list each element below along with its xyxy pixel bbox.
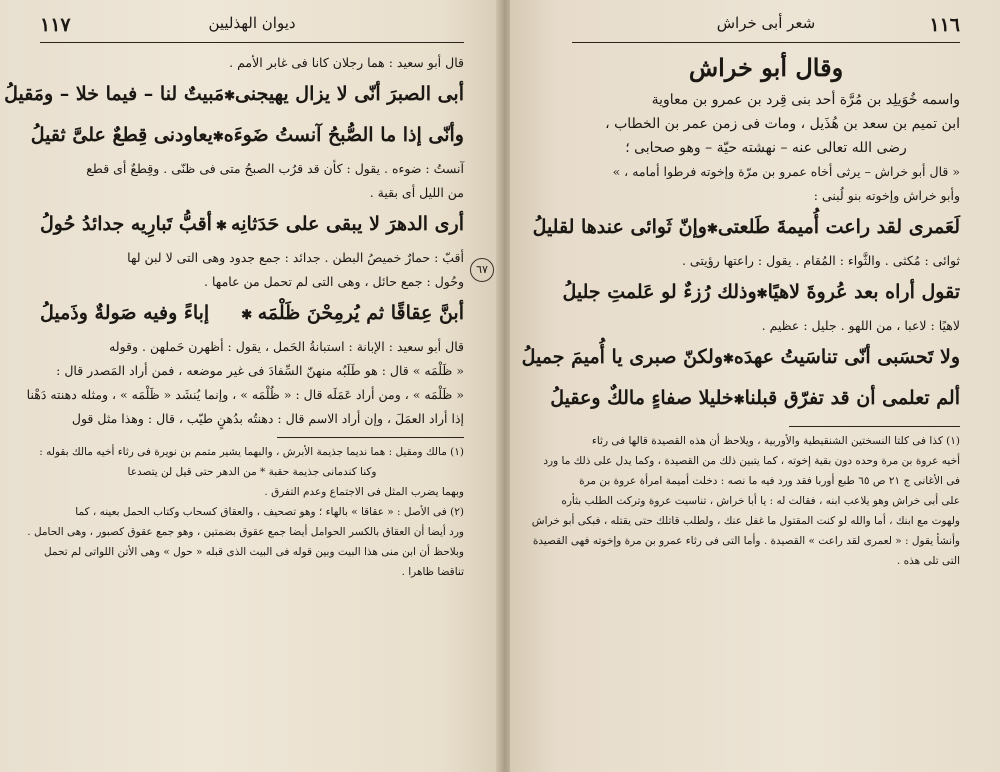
footnote-rule <box>789 426 960 427</box>
prose-line: واسمه خُوَيلِد بن مُرَّة أحد بنى قِرد بن عمرو بن معاوية <box>651 92 960 108</box>
verse-separator: ✱ <box>733 393 745 408</box>
prose-line: « ظَلْمَه » ، ومن أراد عَمَلَه قال : « ظُلْمَه » ، وإنما يُنشَد « ظَلْمَه » ، ومثله دهنته دَهْنا <box>26 387 464 402</box>
page-number: ١١٦ <box>929 14 960 36</box>
prose-line: رضى الله تعالى عنه – نهشته حيّة – وهو صحابى ؛ <box>625 140 907 156</box>
footnote-line: وكنا كندمانى جذيمة حقبة * من الدهر حتى قيل لن يتصدعا <box>127 466 377 478</box>
prose-line: أقبّ : حمارٌ خميصُ البطن . جدائد : جمع جدود وهى التى لا لبن لها <box>127 250 464 265</box>
footnote-line: ولهوت مع ابنك ، أما والله لو كنت المقتول ما غفل عنك ، ولطلب قاتلك حتى يقتله ، فبكى أبو خراش <box>531 515 960 527</box>
prose-line: وأبو خراش وإخوته بنو لُبنى : <box>813 188 960 203</box>
verse-separator: ✱ <box>707 222 718 237</box>
page-header <box>40 0 464 40</box>
header-rule <box>572 42 960 43</box>
prose-line: وحُول : جمع حائل ، وهى التى لم تحمل من عامها . <box>204 274 464 289</box>
footnote-line: أخيه عروة بن مرة وحده دون بقية إخوته ، كما يتبين ذلك من القصيدة ، وكما يدل على ذلك ما ورد <box>543 455 960 467</box>
verse-separator: ✱ <box>216 219 227 234</box>
hemistich-first: وأنّى إذا ما الصُّبحُ آنستُ ضَوءَه <box>223 124 464 146</box>
body-text <box>521 88 960 420</box>
hemistich-first: ولا تَحسَبى أنّى تناسَيتُ عهدَه <box>733 346 960 368</box>
hemistich-first: أبى الصبرَ أنّى لا يزال يهيجنى <box>235 83 464 105</box>
prose-line: « قال أبو خراش – يرثى أخاه عمرو بن مرّة وإخوته فرطوا أمامه ، » <box>612 164 960 179</box>
hemistich-second: أقبُّ تَبارِيه جدائدُ حُولُ <box>40 213 212 235</box>
verse-line <box>40 205 464 246</box>
footnote-line: (٢) فى الأصل : « عقاقا » بالهاء ؛ وهو تصحيف ، والعقاق كسحاب وكتاب الحمل بعينه ، كما <box>75 506 464 518</box>
poem-heading: وقال أبو خراش <box>688 53 844 82</box>
verse-line <box>550 379 960 420</box>
hemistich-second: إباءً وفيه صَولةٌ وذَميلُ <box>40 302 210 324</box>
verse-separator: ✱ <box>224 89 236 104</box>
hemistich-first: أبنَّ عِقاقًا ثم يُرمِحْنَ ظَلْمَه <box>257 302 464 324</box>
right-page <box>476 0 1000 772</box>
verse-line <box>562 273 960 314</box>
prose-line: إذا أراد العمَلَ ، وإن أراد الاسم قال : دهنتُه بدُهنٍ طيّب ، قال : وهذا مثل قول <box>71 411 464 426</box>
page-number: ١١٧ <box>40 14 71 36</box>
verse-line <box>40 294 464 335</box>
running-title: شعر أبى خراش <box>716 14 816 32</box>
margin-marker: ٦٧ <box>470 258 494 282</box>
hemistich-second: وذلك رُزءٌ لو عَلمتِ جليلُ <box>562 281 757 303</box>
footnote-line: ورد أيضا أن العقاق بالكسر الحوامل أيضا جمع عقوق بضمتين ، وهو جمع عقوق كصبور ، وهى الحامل . <box>27 526 464 538</box>
verse-line <box>521 338 960 379</box>
prose-line: لاهيًا : لاعبا ، من اللهو . جليل : عظيم . <box>761 318 960 333</box>
hemistich-second: مَبيتٌ لنا – فيما خلا – ومَقيلُ <box>4 83 225 105</box>
footnote-line: فى الأغانى ج ٢١ ص ٦٥ طبع أوربا فقد ورد فيه ما نصه : دخلت أميمة امرأة عروة بن مرة <box>579 475 960 487</box>
footnote-line: (١) كذا فى كلتا النسختين الشنقيطية والأوربية ، ويلاحظ أن هذه القصيدة قالها فى رثاء <box>591 435 960 447</box>
verse-separator: ✱ <box>241 308 253 323</box>
verse-separator: ✱ <box>756 287 768 302</box>
verse-line <box>4 75 464 116</box>
prose-line: قال أبو سعيد : الإبانة : استبانةُ الحَمل ، يقول : أظهرن حَملهن . وقوله <box>109 339 464 354</box>
running-title: ديوان الهذليين <box>208 14 296 32</box>
hemistich-first: لَعَمرى لقد راعت أُميمةَ طَلعتى <box>717 216 960 238</box>
hemistich-first: تقول أراه بعد عُروةَ لاهيًا <box>767 281 960 303</box>
verse-line <box>30 116 464 157</box>
hemistich-second: وإنّ ثَوائى عندها لقليلُ <box>532 216 707 238</box>
prose-line: من الليل أى بقية . <box>369 185 464 200</box>
hemistich-first: ألم تعلمى أن قد تفرّق قبلنا <box>744 387 960 409</box>
body-text <box>4 51 464 431</box>
prose-line: قال أبو سعيد : هما رجلان كانا فى غابر الأمم . <box>229 55 464 70</box>
footnote-line: تناقضا ظاهرا . <box>401 566 464 578</box>
footnote-line: وبهما يضرب المثل فى الاجتماع وعدم التفرق . <box>264 486 464 498</box>
hemistich-first: أرى الدهرَ لا يبقى على حَدَثانِه <box>231 213 464 235</box>
prose-line: « ظَلْمَه » قال : هو طَلَبُه منهنّ السِّفادَ فى غير موضعه ، فمن أراد المَصدر قال : <box>56 363 464 378</box>
hemistich-second: يعاودنى قِطعٌ علىَّ ثقيلُ <box>30 124 213 146</box>
prose-line: آنستُ : ضوءه . يقول : كأن قد قرُب الصبحُ متى فى ظنّى . وقِطعٌ أى قطع <box>86 161 464 176</box>
page-header <box>572 0 960 40</box>
footnote-rule <box>277 437 464 438</box>
footnotes <box>531 431 960 571</box>
footnotes <box>27 442 464 582</box>
verse-separator: ✱ <box>723 352 734 367</box>
verse-separator: ✱ <box>212 130 224 145</box>
footnote-line: وأنشأ يقول : « لعمرى لقد راعت » القصيدة . وأما التى فى رثاء عمرو بن مرة وإخوته فهى القصيدة <box>532 535 960 547</box>
prose-line: ابن تميم بن سعد بن هُذَيل ، ومات فى زمن عمر بن الخطاب ، <box>605 116 960 132</box>
prose-line: ثوائى : مُكثى . والثَّواء : المُقام . يقول : راعتها رؤيتى . <box>681 253 960 268</box>
verse-line <box>532 208 960 249</box>
footnote-line: على أبى خراش وهو يلاعب ابنه ، فقالت له : يا أبا خراش ، تناسيت عروة وتركت الطلب بثأره <box>561 495 960 507</box>
footnote-line: وبلاحظ أن ابن منى هذا البيت وبين قوله فى البيت الذى قبله « حول » وهى الأتن اللواتى لم تحمل <box>43 546 464 558</box>
hemistich-second: ولكنّ صبرى يا أُميمَ جميلُ <box>521 346 723 368</box>
header-rule <box>40 42 464 43</box>
footnote-line: التى تلى هذه . <box>896 555 960 567</box>
footnote-line: (١) مالك ومقيل : هما نديما جذيمة الأبرش ، والبهما يشير متمم بن نويرة فى رثاء أخيه مالك بقوله : <box>39 446 464 458</box>
hemistich-second: خليلا صفاءٍ مالكٌ وعقيلُ <box>550 387 734 409</box>
